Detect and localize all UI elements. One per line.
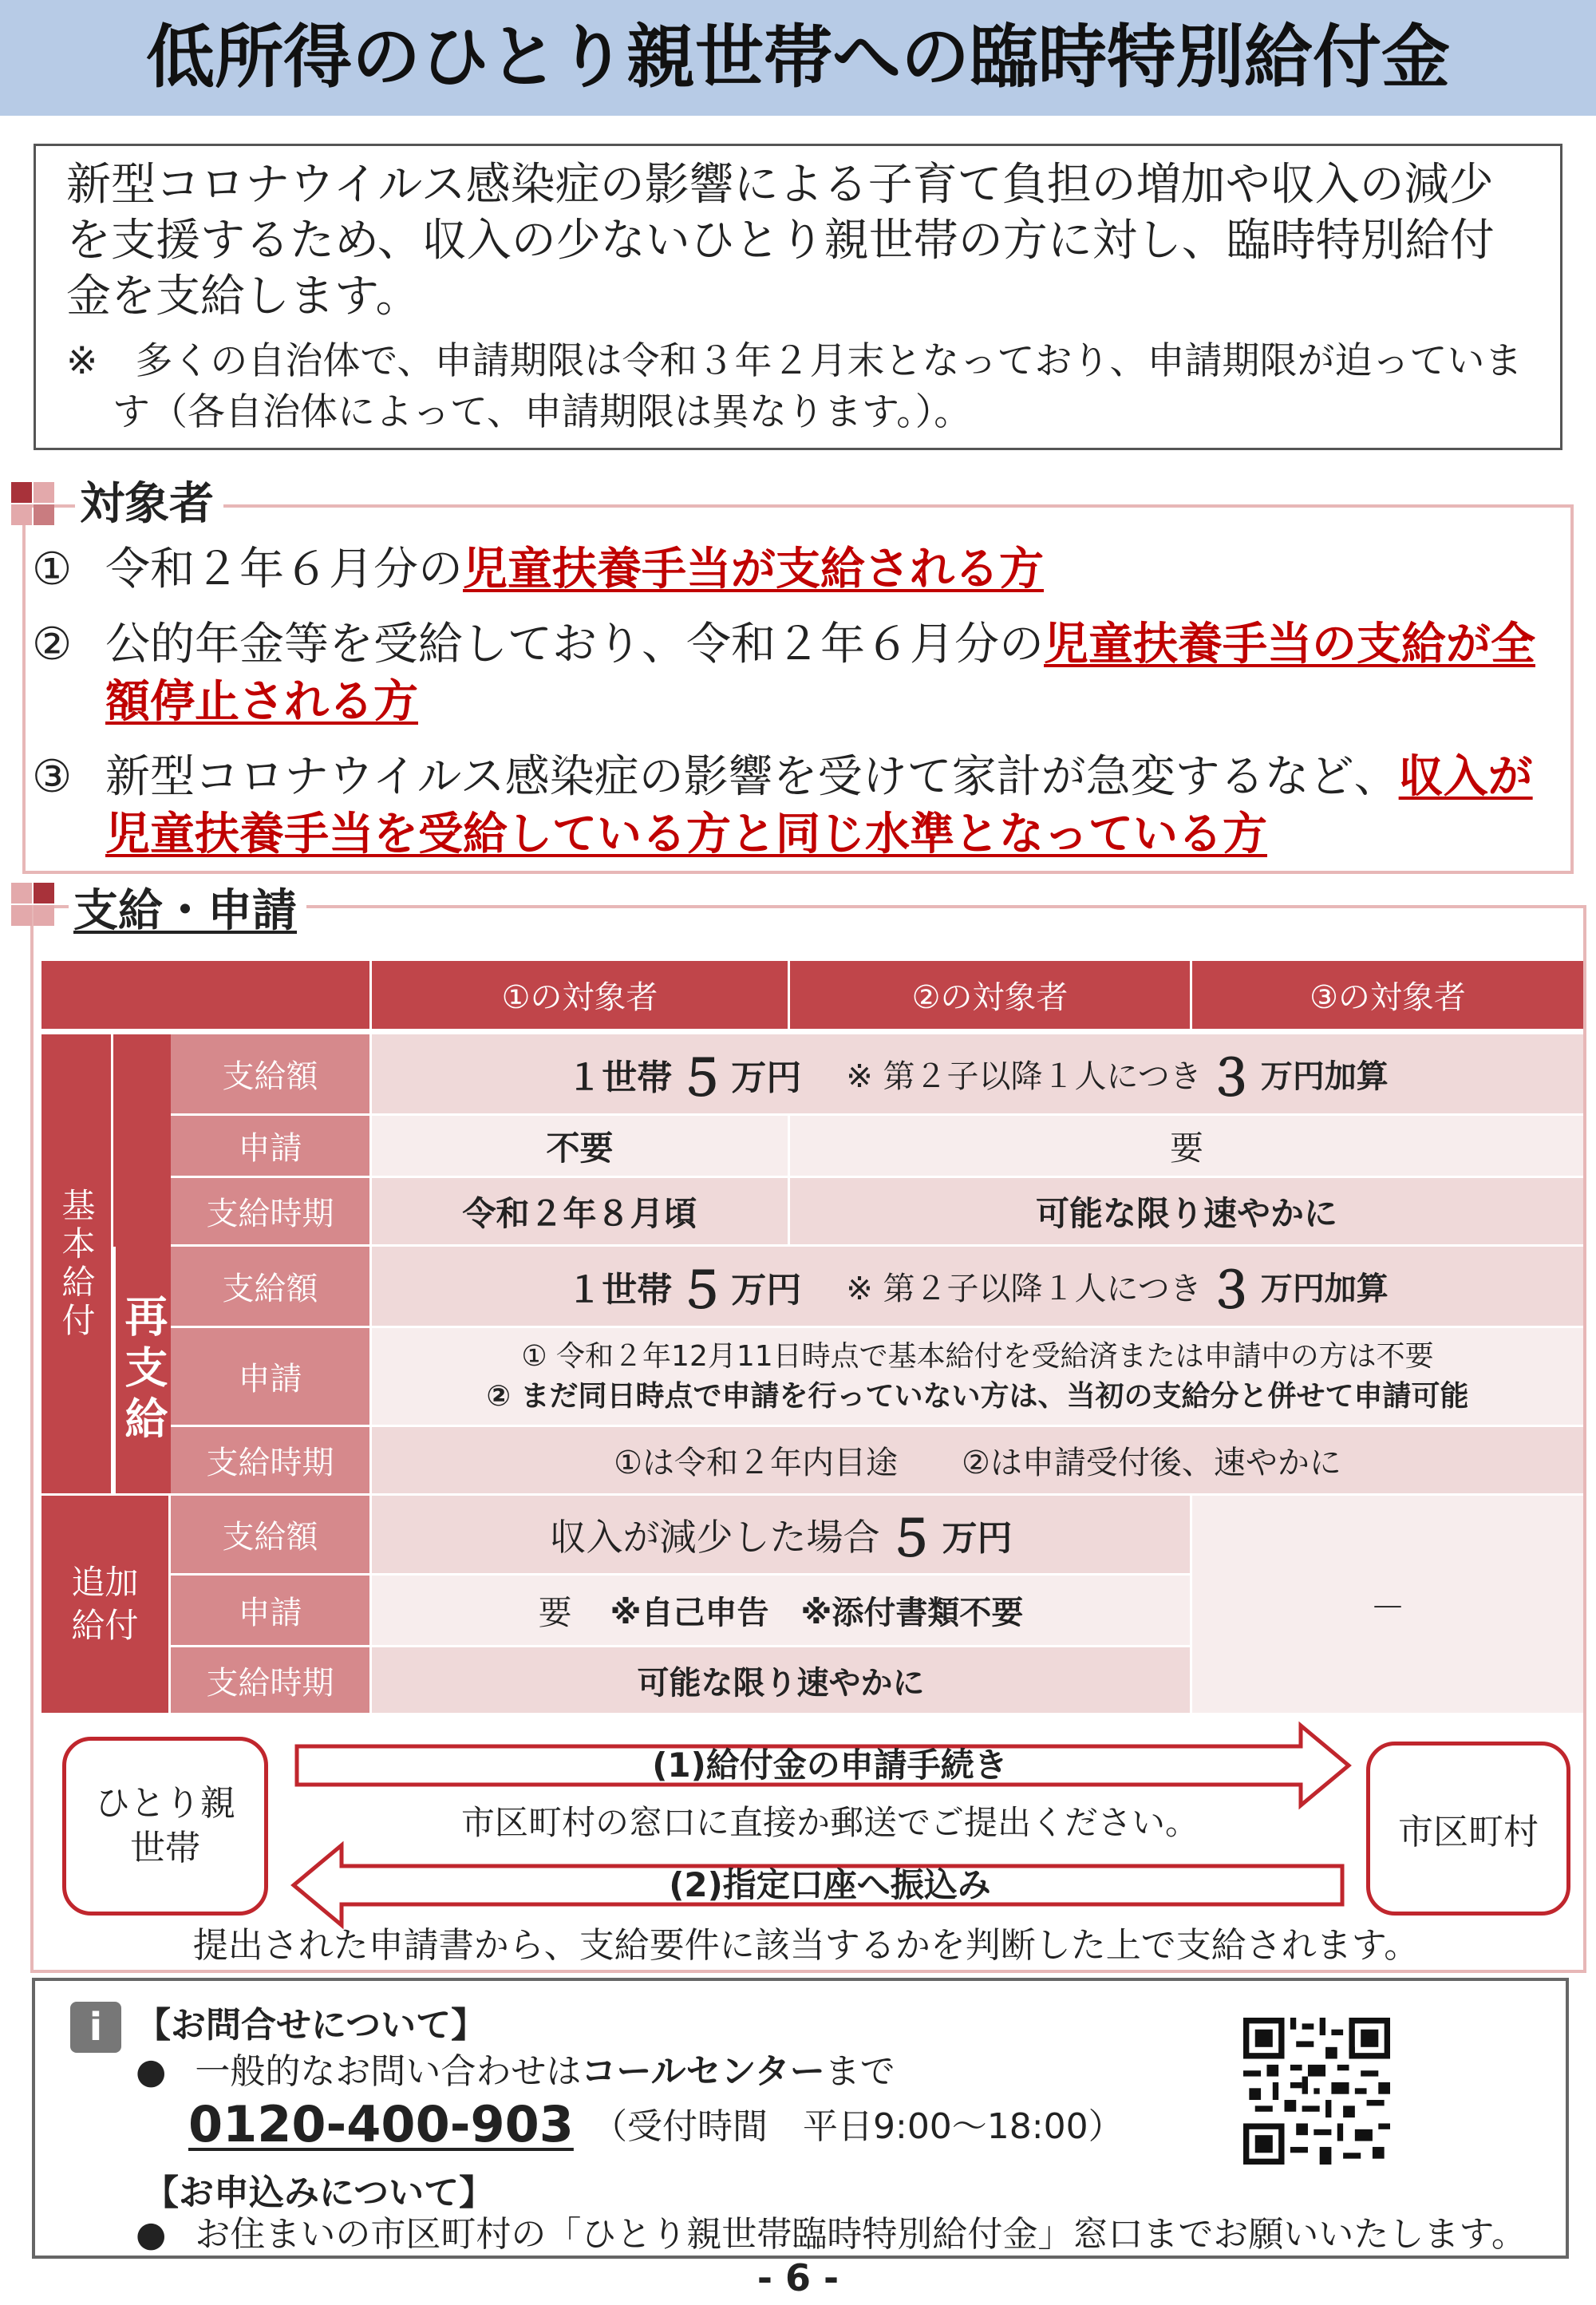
phone-number[interactable]: 0120-400-903 (188, 2095, 574, 2153)
amount-value: ５ (886, 1509, 936, 1568)
add-amount-cell (372, 1496, 1192, 1576)
row-label-timing: 支給時期 (171, 1178, 372, 1247)
amount-note-unit: 万円加算 (1260, 1271, 1389, 1307)
contact-text: 一般的なお問い合わせは (195, 2051, 582, 2092)
amount-unit: 万円 (731, 1269, 802, 1311)
amount-note-value: ３ (1206, 1261, 1256, 1319)
eligibility-item-1 (32, 541, 1564, 599)
application-text: お住まいの市区町村の「ひとり親世帯臨時特別給付金」窓口までお願いいたします。 (195, 2214, 1527, 2255)
add-apply-required: 要 (538, 1592, 572, 1632)
basic-label-spacer (113, 1034, 171, 1247)
item-text: 公的年金等を受給しており、令和２年６月分の (105, 619, 1044, 670)
contact-heading: 【お問合せについて】 (136, 2005, 487, 2046)
amount-unit: 万円 (731, 1057, 802, 1098)
application-heading: 【お申込みについて】 (144, 2173, 495, 2213)
section-marker-icon (34, 482, 54, 503)
bullet-icon: ● (136, 2214, 167, 2255)
amount-unit: 万円 (942, 1517, 1013, 1559)
add-timing-cell: 可能な限り速やかに (372, 1647, 1192, 1713)
amount-value: ５ (677, 1049, 727, 1107)
intro-note: ※ 多くの自治体で、申請期限は令和３年２月末となっており、申請期限が迫っています（各自治体によって、申請期限は異なります。）。 (66, 339, 1523, 434)
section-marker-icon (34, 883, 54, 903)
header-target-3: ③の対象者 (1192, 961, 1583, 1031)
basic-timing-target23: 可能な限り速やかに (790, 1178, 1583, 1247)
re-apply-line-1: ① 令和２年12月11日時点で基本給付を受給済または申請中の方は不要 (521, 1339, 1434, 1373)
item-emphasis: 児童扶養手当の支給が全額停止される方 (105, 619, 1535, 728)
bullet-icon: ● (136, 2051, 167, 2092)
item-emphasis: 収入が児童扶養手当を受給している方と同じ水準となっている方 (105, 751, 1533, 860)
section-marker-icon (11, 905, 32, 926)
item-number: ① (32, 544, 73, 595)
amount-text: １世帯 (567, 1057, 673, 1098)
single-parent-household-box: ひとり親世帯 (62, 1737, 268, 1916)
basic-apply-target23: 要 (790, 1116, 1583, 1178)
page-title: 低所得のひとり親世帯への臨時特別給付金 (146, 18, 1450, 97)
amount-text: １世帯 (567, 1269, 673, 1311)
amount-note-unit: 万円加算 (1260, 1058, 1389, 1095)
row-label-apply: 申請 (171, 1328, 372, 1427)
row-label-timing: 支給時期 (171, 1427, 372, 1496)
call-center-label: コールセンター (581, 2051, 825, 2092)
add-apply-cell (372, 1576, 1192, 1647)
section-marker-icon (11, 504, 32, 525)
header-target-2: ②の対象者 (790, 961, 1192, 1031)
header-blank (41, 961, 372, 1031)
basic-payment-label: 基本給付 (41, 1034, 113, 1496)
item-number: ② (32, 619, 73, 670)
row-label-amount: 支給額 (171, 1247, 372, 1328)
add-target3-cell: － (1192, 1496, 1583, 1713)
basic-timing-target1: 令和２年８月頃 (372, 1178, 790, 1247)
section-marker-icon (34, 905, 54, 926)
section-marker-icon (11, 482, 32, 503)
info-icon: i (70, 2002, 121, 2053)
amount-note-value: ３ (1206, 1049, 1256, 1107)
section-marker-icon (34, 504, 54, 525)
eligibility-item-3 (32, 749, 1564, 864)
intro-box (34, 144, 1562, 450)
phone-hours: （受付時間 平日9:00～18:00） (592, 2106, 1124, 2147)
re-apply-cell (372, 1328, 1583, 1427)
additional-payment-label: 追加給付 (41, 1496, 171, 1713)
row-label-apply: 申請 (171, 1576, 372, 1647)
amount-note: ※ 第２子以降１人につき (846, 1058, 1202, 1095)
amount-note: ※ 第２子以降１人につき (846, 1271, 1202, 1307)
item-text: 令和２年６月分の (105, 544, 463, 595)
page-number: - 6 - (757, 2256, 839, 2299)
header-target-1: ①の対象者 (372, 961, 790, 1031)
row-label-timing: 支給時期 (171, 1647, 372, 1713)
qr-code-icon[interactable] (1243, 2018, 1390, 2165)
flow-instruction: 市区町村の窓口に直接か郵送でご提出ください。 (460, 1803, 1199, 1842)
add-apply-note: ※自己申告 ※添付書類不要 (610, 1595, 1024, 1631)
row-label-amount: 支給額 (171, 1496, 372, 1576)
contact-line (136, 2048, 895, 2096)
contact-text-end: まで (824, 2051, 895, 2092)
item-text: 新型コロナウイルス感染症の影響を受けて家計が急変するなど、 (105, 751, 1399, 803)
basic-apply-target1: 不要 (372, 1116, 790, 1178)
re-timing-cell: ①は令和２年内目途 ②は申請受付後、速やかに (372, 1427, 1583, 1496)
payment-heading: 支給・申請 (69, 886, 306, 937)
row-label-apply: 申請 (171, 1116, 372, 1178)
section-marker-icon (11, 883, 32, 903)
eligibility-heading: 対象者 (75, 479, 223, 530)
re-apply-line-2: ② まだ同日時点で申請を行っていない方は、当初の支給分と併せて申請可能 (486, 1379, 1469, 1413)
flow-step-2: (2)指定口座へ振込み (669, 1865, 991, 1904)
flow-step-1: (1)給付金の申請手続き (652, 1746, 1008, 1785)
re-amount-cell (372, 1247, 1583, 1328)
item-number: ③ (32, 751, 73, 803)
repayment-label: 再支給 (113, 1247, 171, 1496)
intro-text: 新型コロナウイルス感染症の影響による子育て負担の増加や収入の減少を支援するため、収入の少ないひとり親世帯の方に対し、臨時特別給付金を支給します。 (66, 159, 1495, 322)
municipality-box: 市区町村 (1366, 1742, 1570, 1916)
eligibility-item-2 (32, 616, 1564, 731)
amount-value: ５ (677, 1261, 727, 1319)
row-label-amount: 支給額 (171, 1034, 372, 1116)
application-line (136, 2212, 1527, 2257)
amount-text: 収入が減少した場合 (549, 1515, 880, 1559)
flow-footer-note: 提出された申請書から、支給要件に該当するかを判断した上で支給されます。 (192, 1925, 1420, 1966)
basic-amount-cell (372, 1034, 1583, 1116)
item-emphasis: 児童扶養手当が支給される方 (463, 544, 1044, 595)
